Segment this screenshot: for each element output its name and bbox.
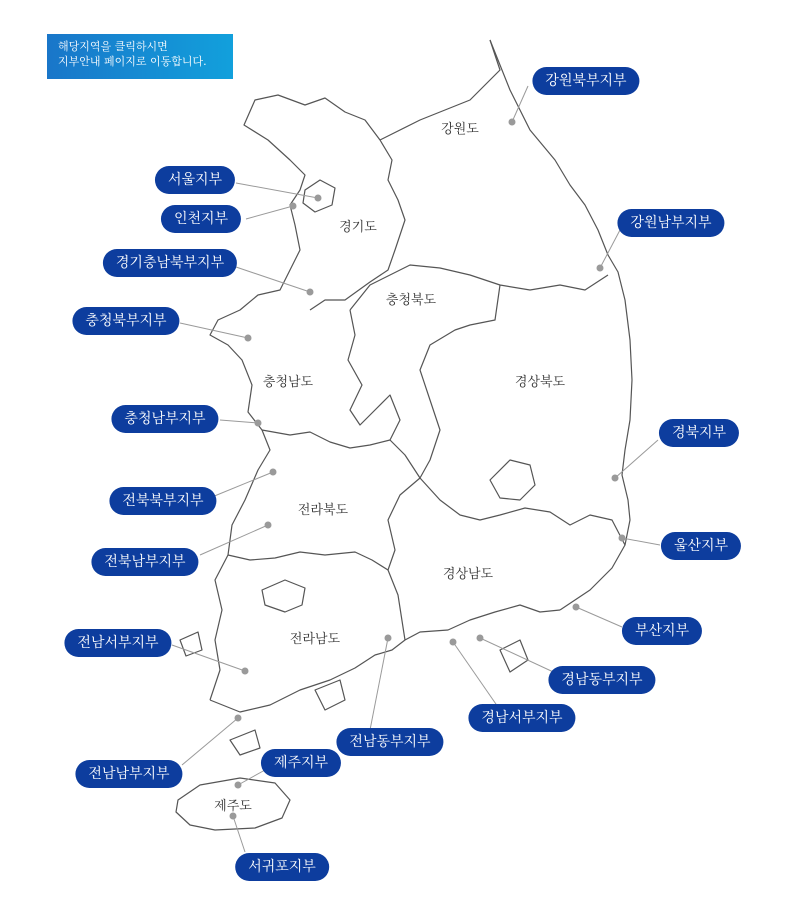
south-islands-2 — [315, 680, 345, 710]
notice-line-1: 해당지역을 클릭하시면 — [58, 40, 168, 53]
inner-jeonnam — [262, 580, 305, 612]
inner-lake — [490, 460, 535, 500]
branch-chungnam-south-button[interactable]: 충청남부지부 — [111, 405, 218, 433]
east-coastline — [490, 40, 632, 610]
branch-jeonbuk-south-button[interactable]: 전북남부지부 — [91, 548, 198, 576]
region-label-jeonbuk: 전라북도 — [297, 503, 349, 518]
branch-ulsan-button[interactable]: 울산지부 — [661, 532, 741, 560]
region-label-gyeonggi: 경기도 — [339, 220, 377, 235]
region-label-chungnam: 충청남도 — [262, 375, 314, 390]
region-label-jeju: 제주도 — [214, 799, 252, 814]
south-islands-3 — [500, 640, 528, 672]
click-notice — [47, 34, 233, 79]
border-chungnam-jeonbuk — [262, 430, 390, 448]
branch-gyeongbuk-button[interactable]: 경북지부 — [659, 419, 739, 447]
border-gyeonggi-gangwon — [380, 40, 500, 140]
branch-seogwipo-button[interactable]: 서귀포지부 — [235, 853, 329, 881]
branch-jeju-button[interactable]: 제주지부 — [261, 749, 341, 777]
notice-line-2: 지부안내 페이지로 이동합니다. — [58, 55, 207, 68]
border-jeonbuk-gyeongnam — [388, 478, 420, 640]
branch-gyeongnam-west-button[interactable]: 경남서부지부 — [468, 704, 575, 732]
region-label-chungbuk: 충청북도 — [385, 293, 437, 308]
border-chungnam-chungbuk — [348, 310, 420, 478]
south-coastline — [210, 605, 560, 712]
branch-seoul-button[interactable]: 서울지부 — [155, 166, 235, 194]
west-islands — [180, 632, 202, 656]
region-label-gangwon: 강원도 — [441, 122, 479, 137]
branch-gyeongnam-east-button[interactable]: 경남동부지부 — [548, 666, 655, 694]
region-label-jeonnam: 전라남도 — [289, 632, 341, 647]
west-coastline — [210, 95, 405, 700]
branch-chungbuk-north-button[interactable]: 충청북부지부 — [72, 307, 179, 335]
branch-jeonnam-west-button[interactable]: 전남서부지부 — [64, 629, 171, 657]
branch-busan-button[interactable]: 부산지부 — [622, 617, 702, 645]
region-label-gyeongnam: 경상남도 — [442, 567, 494, 582]
region-label-gyeongbuk: 경상북도 — [514, 375, 566, 390]
branch-gyeonggi-chungnam-north-button[interactable]: 경기충남북부지부 — [103, 249, 237, 277]
border-gyeongbuk-gyeongnam — [420, 478, 625, 545]
south-islands-1 — [230, 730, 260, 755]
border-chungbuk-gyeongbuk — [420, 285, 500, 478]
branch-jeonnam-east-button[interactable]: 전남동부지부 — [336, 728, 443, 756]
branch-jeonbuk-north-button[interactable]: 전북북부지부 — [109, 487, 216, 515]
branch-gangwon-north-button[interactable]: 강원북부지부 — [532, 67, 639, 95]
border-jeonbuk-jeonnam — [228, 552, 388, 570]
branch-gangwon-south-button[interactable]: 강원남부지부 — [617, 209, 724, 237]
branch-incheon-button[interactable]: 인천지부 — [161, 205, 241, 233]
branch-jeonnam-south-button[interactable]: 전남남부지부 — [75, 760, 182, 788]
